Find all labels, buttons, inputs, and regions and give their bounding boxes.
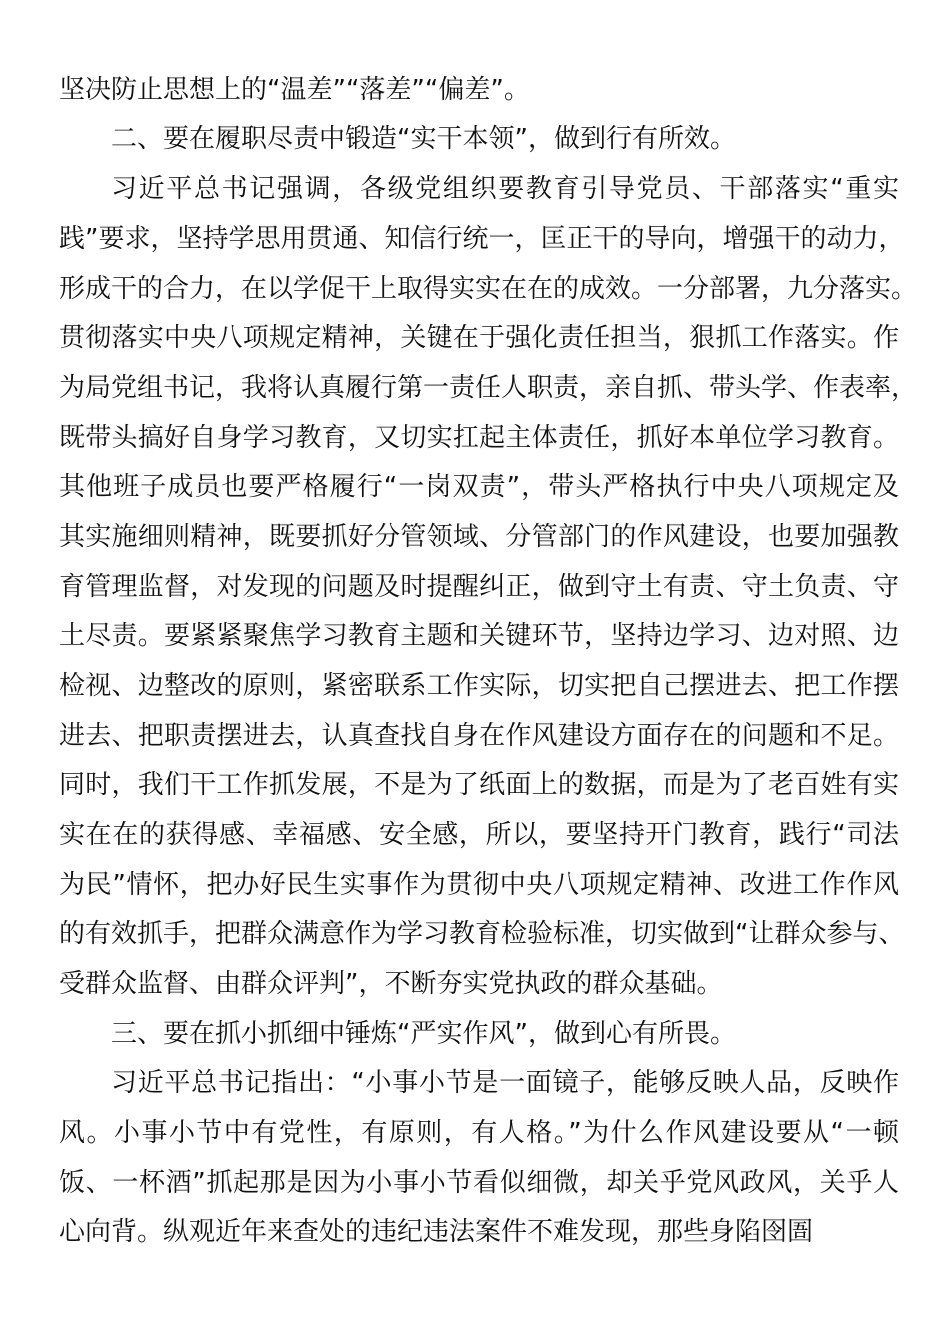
text-line: 心向背。纵观近年来查处的违纪违法案件不难发现，那些身陷囹圄 [59,1217,814,1247]
text-line: 为民”情怀，把办好民生实事作为贯彻中央八项规定精神、改进工作作风 [59,870,899,900]
text-line: 贯彻落实中央八项规定精神，关键在于强化责任担当，狠抓工作落实。作 [59,323,899,353]
text-line: 习近平总书记强调，各级党组织要教育引导党员、干部落实“重实 [111,174,899,204]
text-line: 为局党组书记，我将认真履行第一责任人职责，亲自抓、带头学、作表率， [59,373,918,403]
text-line: 同时，我们干工作抓发展，不是为了纸面上的数据，而是为了老百姓有实 [59,770,899,800]
text-line: 实在在的获得感、幸福感、安全感，所以，要坚持开门教育，践行“司法 [59,820,899,850]
text-line: 饭、一杯酒”抓起那是因为小事小节看似细微，却关乎党风政风，关乎人 [59,1168,899,1198]
text-line: 其实施细则精神，既要抓好分管领域、分管部门的作风建设，也要加强教 [59,522,899,552]
text-line: 其他班子成员也要严格履行“一岗双责”，带头严格执行中央八项规定及 [59,472,899,502]
text-line: 土尽责。要紧紧聚焦学习教育主题和关键环节，坚持边学习、边对照、边 [59,621,899,651]
section-heading-2: 二、要在履职尽责中锻造“实干本领”，做到行有所效。 [111,124,736,154]
text-line: 育管理监督，对发现的问题及时提醒纠正，做到守土有责、守土负责、守 [59,572,899,602]
text-line: 风。小事小节中有党性，有原则，有人格。”为什么作风建设要从“一顿 [59,1118,899,1148]
text-line: 形成干的合力，在以学促干上取得实实在在的成效。一分部署，九分落实。 [59,274,918,304]
text-line: 检视、边整改的原则，紧密联系工作实际，切实把自己摆进去、把工作摆 [59,671,899,701]
text-line: 习近平总书记指出：“小事小节是一面镜子，能够反映人品，反映作 [111,1068,899,1098]
text-line: 践”要求，坚持学思用贯通、知信行统一，匡正干的导向，增强干的动力， [59,224,905,254]
text-line: 进去、把职责摆进去，认真查找自身在作风建设方面存在的问题和不足。 [59,721,899,751]
section-heading-3: 三、要在抓小抓细中锤炼“严实作风”，做到心有所畏。 [111,1019,736,1049]
text-line: 的有效抓手，把群众满意作为学习教育检验标准，切实做到“让群众参与、 [59,919,905,949]
text-line: 受群众监督、由群众评判”，不断夯实党执政的群众基础。 [59,969,723,999]
text-line: 坚决防止思想上的“温差”“落差”“偏差”。 [59,75,530,105]
text-line: 既带头搞好自身学习教育，又切实扛起主体责任，抓好本单位学习教育。 [59,423,899,453]
